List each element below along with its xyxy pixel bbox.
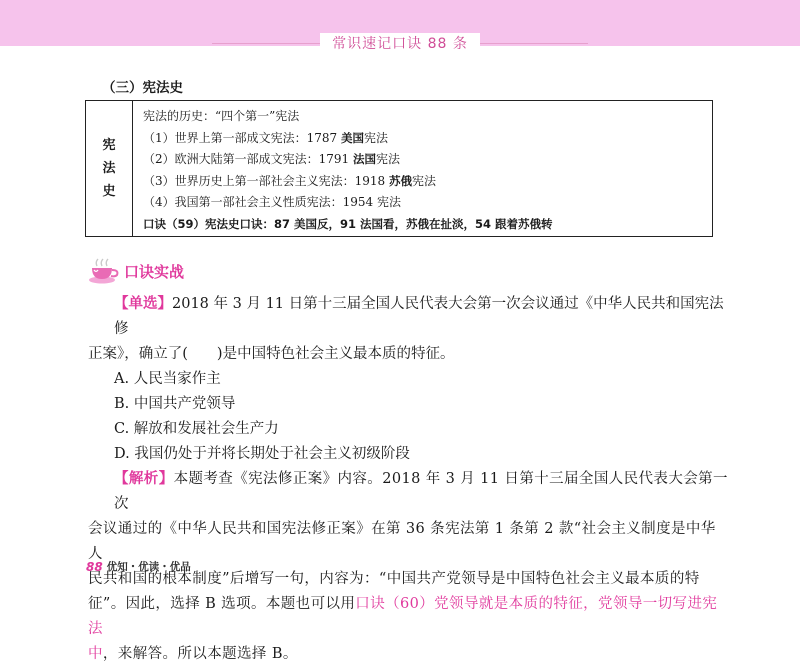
item-country: 美国 (341, 130, 364, 145)
table-item (143, 128, 553, 150)
item-text: （1）世界上第一部成文宪法：1787 (143, 130, 341, 145)
item-text: （4）我国第一部社会主义性质宪法：1954 宪法 (143, 195, 401, 210)
analysis-line4-text: 征”。因此，选择 B 选项。本题也可以用 (88, 596, 356, 612)
item-tail: 宪法 (412, 173, 437, 188)
practice-label: 口诀实战 (124, 262, 185, 281)
question-block (88, 292, 728, 667)
option-d: D. 我国仍处于并将长期处于社会主义初级阶段 (114, 446, 410, 462)
analysis-line5-text: ，来解答。所以本题选择 B。 (102, 646, 298, 662)
question-tag: 【单选】 (114, 296, 172, 312)
analysis-line2: 会议通过的《中华人民共和国宪法修正案》在第 36 条宪法第 1 条第 2 款“社会主义制度是中华人 (88, 521, 716, 562)
option-b: B. 中国共产党领导 (114, 396, 236, 412)
analysis-line (88, 467, 728, 517)
mnemonic-reference-end: 中 (88, 646, 103, 662)
analysis-line1: 本题考查《宪法修正案》内容。2018 年 3 月 11 日第十三届全国人民代表大会第一次 (114, 471, 728, 512)
analysis-line5 (88, 642, 728, 667)
table-item (143, 192, 553, 214)
row-label-char: 宪 (102, 138, 116, 153)
header-rule-right (480, 43, 588, 44)
table-item (143, 149, 553, 171)
footer-tagline: 优知・优读・优品 (106, 561, 191, 573)
constitution-history-table (85, 100, 713, 237)
item-tail: 宪法 (376, 152, 401, 167)
teacup-icon (88, 258, 122, 284)
table-content (133, 101, 563, 236)
table-row-label (86, 101, 133, 236)
mnemonic-reference: 口诀（60）党领导就是本质的特征，党领导一切写进宪法 (88, 596, 718, 637)
question-stem-line1: 2018 年 3 月 11 日第十三届全国人民代表大会第一次会议通过《中华人民共和国宪法修 (114, 296, 724, 337)
running-header (0, 28, 800, 58)
option-a: A. 人民当家作主 (114, 371, 221, 387)
page-footer (86, 559, 191, 574)
page-number: 88 (86, 559, 103, 574)
question-stem-line2: 正案》，确立了( )是中国特色社会主义最本质的特征。 (88, 346, 455, 362)
analysis-line4 (88, 592, 728, 642)
item-country: 苏俄 (389, 173, 412, 188)
item-country: 法国 (353, 152, 376, 167)
analysis-tag: 【解析】 (114, 471, 174, 487)
analysis-line3: 民共和国的根本制度”后增写一句，内容为：“中国共产党领导是中国特色社会主义最本质的特 (88, 571, 700, 587)
table-item (143, 171, 553, 193)
header-rule-left (212, 43, 320, 44)
item-text: （2）欧洲大陆第一部成文宪法：1791 (143, 152, 353, 167)
question-stem (88, 292, 728, 342)
row-label-char: 史 (102, 184, 116, 199)
running-header-title: 常识速记口诀 88 条 (320, 33, 480, 53)
table-intro: 宪法的历史：“四个第一”宪法 (143, 109, 300, 123)
item-text: （3）世界历史上第一部社会主义宪法：1918 (143, 173, 389, 188)
row-label-char: 法 (102, 161, 116, 176)
table-mnemonic: 口诀（59）宪法史口诀：87 美国反，91 法国看，苏俄在扯淡，54 跟着苏俄转 (143, 216, 553, 231)
practice-badge (88, 258, 184, 284)
item-tail: 宪法 (364, 130, 389, 145)
option-c: C. 解放和发展社会生产力 (114, 421, 279, 437)
section-heading: （三）宪法史 (102, 80, 183, 96)
